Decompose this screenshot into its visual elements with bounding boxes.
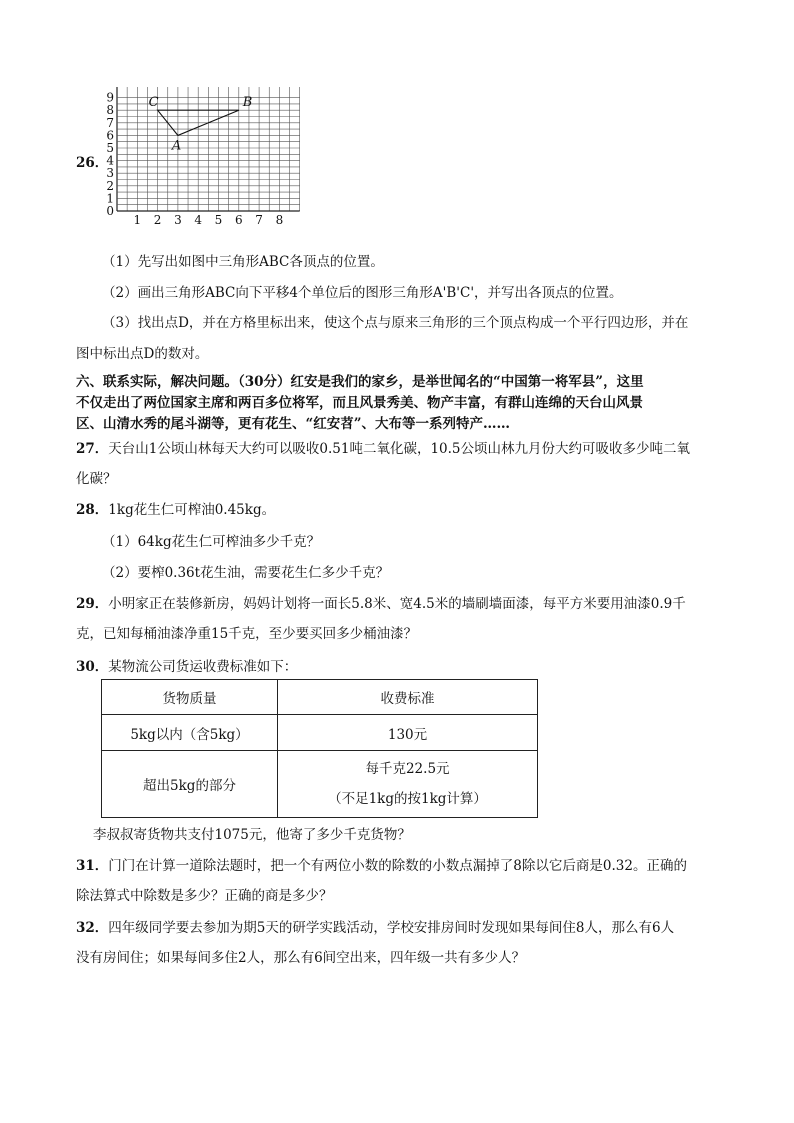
question-number: 29． [76, 596, 109, 612]
q28-sub1: （1）64kg花生仁可榨油多少千克？ [102, 534, 321, 550]
table-cell: 5kg以内（含5kg） [102, 715, 278, 751]
x-tick-label: 8 [275, 213, 284, 227]
y-tick-label: 7 [106, 115, 114, 130]
grid-lines [117, 87, 300, 211]
y-tick-label: 5 [106, 141, 114, 155]
x-tick-label: 4 [194, 213, 203, 227]
q27-line2: 化碳？ [76, 471, 117, 487]
table-row [102, 715, 538, 751]
vertex-label: B [242, 95, 253, 111]
tick-labels [106, 91, 283, 227]
question-number: 27． [76, 441, 109, 457]
table-cell: 超出5kg的部分 [102, 751, 278, 818]
q32-text: 四年级同学要去参加为期5天的研学实践活动，学校安排房间时发现如果每间住8人，那么有6人 [108, 920, 675, 936]
q26-sub1: （1）先写出如图中三角形ABC各顶点的位置。 [102, 254, 384, 270]
y-tick-label: 4 [106, 153, 114, 168]
table-header: 货物质量 [102, 680, 278, 715]
x-tick-label: 6 [234, 213, 243, 227]
table-cell: 130元 [278, 715, 538, 751]
coordinate-grid [100, 78, 320, 236]
section-heading: 六、联系实际，解决问题。（30分）红安是我们的家乡，是举世闻名的“中国第一将军县”，这里 [76, 374, 644, 390]
y-tick-label: 1 [106, 191, 114, 206]
y-tick-label: 8 [106, 103, 114, 118]
q27-text: 天台山1公顷山林每天大约可以吸收0.51吨二氧化碳，10.5公顷山林九月份大约可吸收多少吨二氧 [108, 441, 691, 457]
q29-line1 [76, 592, 686, 612]
q32-line2: 没有房间住；如果每间多住2人，那么有6间空出来，四年级一共有多少人？ [76, 950, 526, 966]
question-number: 31． [76, 858, 109, 874]
q28-sub2: （2）要榨0.36t花生油，需要花生仁多少千克？ [102, 565, 390, 581]
q32-line1 [76, 916, 674, 936]
x-tick-label: 7 [255, 213, 263, 227]
q29-text: 小明家正在装修新房，妈妈计划将一面长5.8米、宽4.5米的墙刷墙面漆，每平方米要用油漆0.9千 [108, 596, 686, 612]
q26-sub3-cont: 图中标出点D的数对。 [76, 346, 209, 362]
vertex-label: A [171, 138, 182, 154]
q28-text: 1kg花生仁可榨油0.45kg。 [108, 502, 276, 518]
section-intro-line2: 不仅走出了两位国家主席和两百多位将军，而且风景秀美、物产丰富，有群山连绵的天台山风景 [76, 395, 643, 411]
question-number: 30． [76, 659, 109, 675]
q29-line2: 克，已知每桶油漆净重15千克，至少要买回多少桶油漆？ [76, 626, 418, 642]
y-tick-label: 6 [106, 128, 114, 143]
q27-line1 [76, 437, 690, 457]
vertex-label: C [148, 95, 159, 111]
question-number: 28． [76, 502, 109, 518]
table-row [102, 751, 538, 818]
table-cell [278, 751, 538, 818]
q30-question: 李叔叔寄货物共支付1075元，他寄了多少千克货物？ [93, 827, 411, 843]
y-tick-label: 3 [106, 166, 114, 181]
question-number: 26． [76, 155, 109, 171]
y-tick-label: 2 [106, 178, 114, 193]
y-tick-label: 9 [106, 90, 114, 105]
q30-text: 某物流公司货运收费标准如下： [108, 659, 298, 675]
q31-text: 门门在计算一道除法题时，把一个有两位小数的除数的小数点漏掉了8除以它后商是0.32。正确的 [108, 858, 687, 874]
fee-table [101, 679, 538, 818]
table-header: 收费标准 [278, 680, 538, 715]
q28-line [76, 498, 275, 518]
section-intro-line3: 区、山清水秀的尾斗湖等，更有花生、“红安苕”、大布等一系列特产…… [76, 416, 511, 432]
fee-rate: 每千克22.5元 [365, 761, 450, 777]
x-tick-label: 3 [174, 213, 182, 227]
table-header-row [102, 680, 538, 715]
x-tick-label: 5 [214, 213, 223, 227]
q26-sub2: （2）画出三角形ABC向下平移4个单位后的图形三角形A'B'C'，并写出各顶点的位置。 [102, 285, 623, 301]
q30-line [76, 655, 297, 675]
y-tick-label: 0 [106, 204, 114, 218]
fee-note: （不足1kg的按1kg计算） [328, 791, 487, 807]
x-tick-label: 1 [133, 213, 142, 227]
q31-line1 [76, 854, 687, 874]
q31-line2: 除法算式中除数是多少？正确的商是多少？ [76, 888, 333, 904]
x-tick-label: 2 [153, 213, 162, 227]
question-number: 32． [76, 920, 109, 936]
q26-sub3: （3）找出点D，并在方格里标出来，使这个点与原来三角形的三个顶点构成一个平行四边形，并在 [102, 315, 689, 331]
